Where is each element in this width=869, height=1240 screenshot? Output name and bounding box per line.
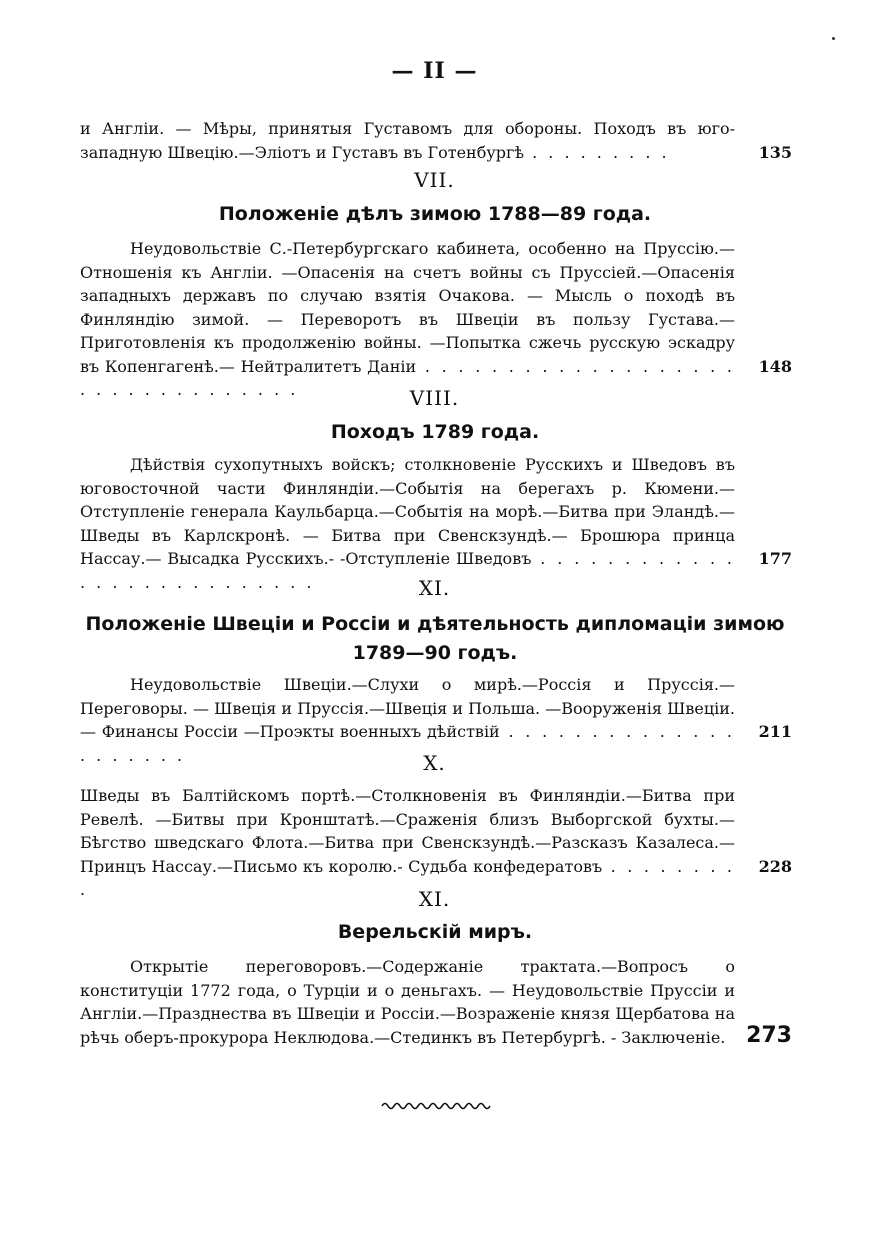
page-speck	[832, 37, 835, 40]
page-number: 177	[758, 549, 792, 568]
chapter-title: Верельскій миръ.	[337, 921, 533, 943]
dot-leaders: . . . . . . . . . . . . . . . . . . . . . . . . . . . . . . . . .	[80, 356, 735, 399]
dot-leaders: . . . . . . . . . . . . . . . . . . . . .	[80, 722, 736, 765]
dot-leaders: . . . . . . . . .	[524, 142, 670, 162]
page-number-handwritten: 273	[746, 1023, 792, 1048]
page-number: 228	[758, 857, 792, 876]
toc-entry-vii	[80, 237, 735, 402]
chapter-numeral: VII.	[414, 168, 455, 192]
chapter-numeral: XI.	[418, 887, 451, 911]
page-number: 135	[758, 143, 792, 162]
chapter-numeral: VIII.	[409, 386, 460, 410]
page-number: 211	[758, 722, 792, 741]
entry-text: Неудовольствіе Швеціи.—Слухи о мирѣ.—Россія и Пруссія.—Переговоры. — Швеція и Пруссія.—Швеція и Польша. —Вооруженія Швеціи.— Финансы Россіи —Проэкты военныхъ дѣйствій	[80, 675, 735, 741]
dot-leaders: . . . . . . . . . . . . . . . . . . . . . . . . . . .	[80, 549, 736, 592]
toc-entry-continuation	[80, 117, 735, 164]
chapter-numeral: X.	[423, 751, 446, 775]
entry-text: Дѣйствія сухопутныхъ войскъ; столкновеніе Русскихъ и Шведовъ въ юговосточной части Финляндіи.—Событія на берегахъ р. Кюмени.—Отступленіе генерала Каульбарца.—Событія на морѣ.—Битва при Эландѣ.—Шведы въ Карлскронѣ. — Битва при Свенскзундѣ.— Брошюра принца Нассау.— Высадка Русскихъ.- -Отступленіе Шведовъ	[80, 455, 735, 568]
entry-text: Неудовольствіе С.-Петербургскаго кабинета, особенно на Пруссію.— Отношенія къ Англіи. —Опасенія на счетъ войны съ Пруссіей.—Опасенія западныхъ державъ по случаю взятія Очакова. — Мысль о походѣ въ Финляндію зимой. — Переворотъ въ Швеціи въ пользу Густава.—Приготовленія къ продолженію войны. —Попытка сжечь русскую эскадру въ Копенгагенѣ.— Нейтралитетъ Даніи	[80, 239, 735, 376]
chapter-numeral: XI.	[418, 576, 451, 600]
page-number: 148	[758, 357, 792, 376]
entry-text: и Англіи. — Мѣры, принятыя Густавомъ для обороны. Походъ въ юго-западную Швецію.—Эліотъ и Густавъ въ Готенбургѣ	[80, 119, 735, 162]
toc-entry-x	[80, 784, 735, 902]
entry-text: Открытіе переговоровъ.—Содержаніе трактата.—Вопросъ о конституціи 1772 года, о Турціи и о деньгахъ. — Неудовольствіе Пруссіи и Англіи.—Празднества въ Швеціи и Россіи.—Возраженіе князя Щербатова на рѣчь оберъ-прокурора Неклюдова.—Стединкъ въ Петербургѣ. - Заключеніе.	[80, 957, 735, 1047]
chapter-title: Походъ 1789 года.	[330, 421, 540, 443]
chapter-title: Положеніе Швеціи и Россіи и дѣятельность дипломаціи зимою 1789—90 годъ.	[85, 613, 785, 664]
entry-text: Шведы въ Балтійскомъ портѣ.—Столкновенія въ Финляндіи.—Битва при Ревелѣ. —Битвы при Кронштатѣ.—Сраженія близъ Выборгской бухты.— Бѣгство шведскаго Флота.—Битва при Свенскзундѣ.—Разсказъ Казалеса.— Принцъ Нассау.—Письмо къ королю.- Судьба конфедератовъ	[80, 786, 735, 876]
toc-entry-xi	[80, 955, 735, 1049]
toc-entry-viii	[80, 453, 735, 594]
chapter-title: Положеніе дѣлъ зимою 1788—89 года.	[218, 203, 652, 225]
closing-wavy-ornament	[380, 1099, 494, 1113]
dot-leaders: . . . . . . . . .	[80, 856, 736, 899]
running-page-number: — II —	[391, 58, 478, 84]
